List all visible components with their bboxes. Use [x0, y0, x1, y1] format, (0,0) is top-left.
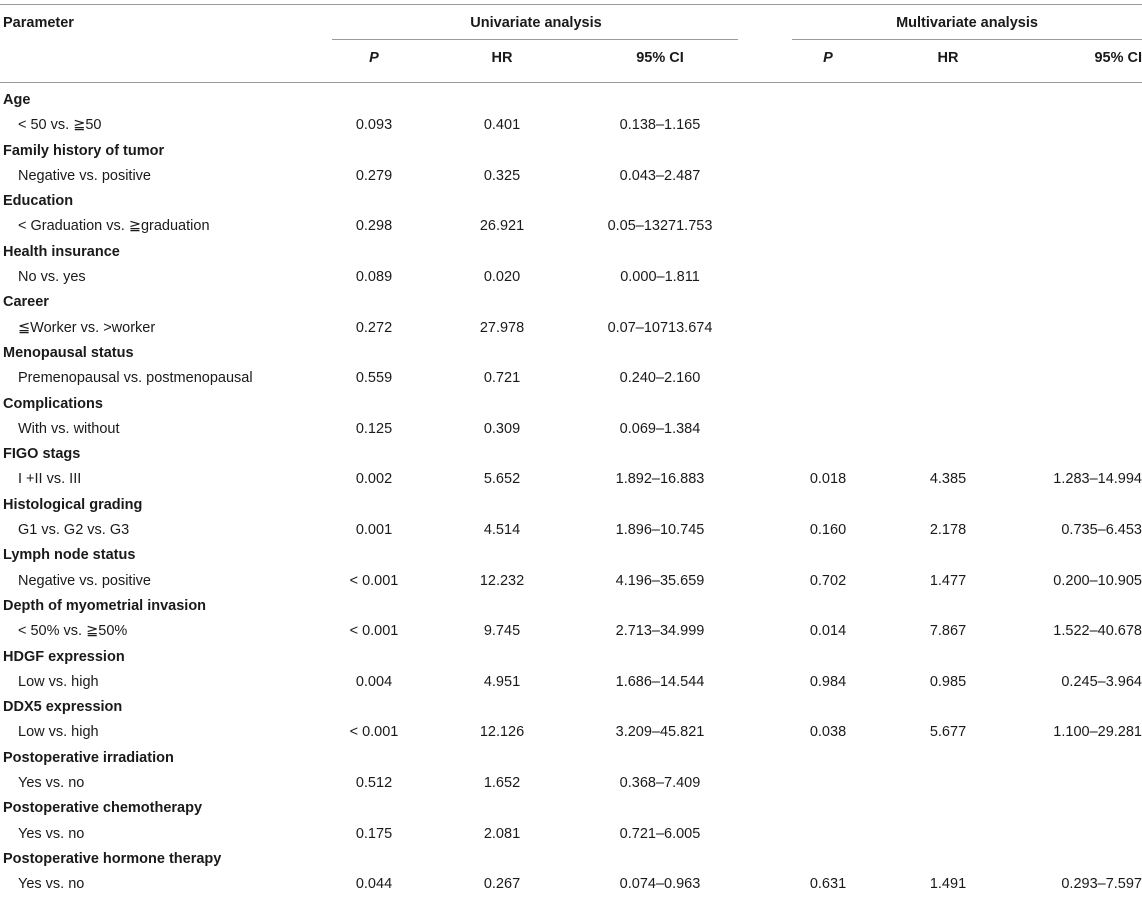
row-label: < 50 vs. ≧50	[18, 117, 102, 134]
cell-ci-uni: 2.713–34.999	[615, 623, 705, 640]
cell-hr-multi: 1.491	[929, 876, 967, 893]
header-univariate: Univariate analysis	[470, 15, 602, 31]
row-label: No vs. yes	[18, 269, 86, 286]
header-col-hr-uni: HR	[491, 50, 513, 66]
cell-hr-multi: 0.985	[929, 673, 967, 690]
cell-ci-multi: 0.245–3.964	[1061, 673, 1142, 690]
row-label: With vs. without	[18, 420, 120, 437]
row-label: ≦Worker vs. >worker	[18, 319, 156, 336]
row-label: I +II vs. III	[18, 471, 82, 488]
header-col-ci-uni: 95% CI	[636, 50, 684, 66]
cell-ci-multi: 1.100–29.281	[1053, 724, 1142, 741]
category-heading: Complications	[3, 395, 103, 412]
cell-hr-uni: 0.325	[483, 167, 521, 184]
category-heading: Histological grading	[3, 496, 143, 513]
category-heading: Career	[3, 294, 49, 311]
multivariate-span-rule	[792, 39, 1142, 40]
top-rule	[0, 4, 1142, 5]
cell-p-uni: 0.272	[355, 319, 393, 336]
cell-hr-uni: 4.514	[483, 522, 521, 539]
category-heading: Education	[3, 193, 74, 210]
row-label: < 50% vs. ≧50%	[18, 623, 128, 640]
table-row	[0, 417, 1142, 442]
cell-hr-uni: 9.745	[483, 623, 521, 640]
table-row	[0, 670, 1142, 695]
cell-hr-multi: 4.385	[929, 471, 967, 488]
row-label: < Graduation vs. ≧graduation	[18, 218, 210, 235]
cell-p-multi: 0.018	[809, 471, 847, 488]
category-heading: Depth of myometrial invasion	[3, 597, 207, 614]
table-row	[0, 214, 1142, 239]
cell-ci-uni: 0.368–7.409	[619, 775, 701, 792]
cell-ci-uni: 0.07–10713.674	[607, 319, 713, 336]
category-heading: Family history of tumor	[3, 142, 165, 159]
row-label: Low vs. high	[18, 724, 99, 741]
table-row	[0, 265, 1142, 290]
cell-p-multi: 0.984	[809, 673, 847, 690]
table-row	[0, 518, 1142, 543]
cell-ci-uni: 0.721–6.005	[619, 825, 701, 842]
table-row	[0, 569, 1142, 594]
category-heading: HDGF expression	[3, 648, 125, 665]
cell-p-uni: < 0.001	[349, 724, 399, 741]
cell-ci-multi: 0.200–10.905	[1053, 572, 1142, 589]
cell-hr-uni: 4.951	[483, 673, 521, 690]
table-row	[0, 771, 1142, 796]
cell-p-uni: 0.298	[355, 218, 393, 235]
header-col-p-uni: P	[369, 50, 379, 66]
cell-ci-multi: 0.735–6.453	[1061, 522, 1142, 539]
cell-p-uni: 0.559	[355, 370, 393, 387]
row-label: Yes vs. no	[18, 775, 85, 792]
category-heading: DDX5 expression	[3, 699, 123, 716]
cell-hr-multi: 5.677	[929, 724, 967, 741]
table-row	[0, 872, 1142, 897]
cell-p-uni: 0.279	[355, 167, 393, 184]
cell-ci-uni: 0.069–1.384	[619, 420, 701, 437]
row-label: Yes vs. no	[18, 876, 85, 893]
cell-p-uni: 0.004	[355, 673, 393, 690]
category-heading: Menopausal status	[3, 344, 134, 361]
cell-p-uni: 0.002	[355, 471, 393, 488]
cell-p-multi: 0.160	[809, 522, 847, 539]
cell-p-uni: 0.089	[355, 269, 393, 286]
cell-p-uni: 0.044	[355, 876, 393, 893]
cell-ci-uni: 1.892–16.883	[615, 471, 705, 488]
category-heading: Postoperative chemotherapy	[3, 800, 203, 817]
category-heading: Lymph node status	[3, 547, 136, 564]
category-heading: Postoperative hormone therapy	[3, 850, 222, 867]
header-col-ci-multi: 95% CI	[1094, 50, 1142, 66]
cell-ci-uni: 1.686–14.544	[615, 673, 705, 690]
cell-ci-uni: 0.043–2.487	[619, 167, 701, 184]
row-label: Premenopausal vs. postmenopausal	[18, 370, 253, 387]
table-body	[0, 88, 1142, 898]
cell-ci-uni: 0.240–2.160	[619, 370, 701, 387]
cell-ci-uni: 3.209–45.821	[615, 724, 705, 741]
row-label: Negative vs. positive	[18, 167, 151, 184]
cell-ci-uni: 0.074–0.963	[619, 876, 701, 893]
row-label: G1 vs. G2 vs. G3	[18, 522, 130, 539]
header-parameter: Parameter	[3, 15, 74, 31]
cell-hr-uni: 26.921	[479, 218, 525, 235]
row-label: Low vs. high	[18, 673, 99, 690]
row-label: Yes vs. no	[18, 825, 85, 842]
cell-hr-uni: 1.652	[483, 775, 521, 792]
cell-ci-uni: 4.196–35.659	[615, 572, 705, 589]
header-rule	[0, 82, 1142, 83]
cell-hr-uni: 5.652	[483, 471, 521, 488]
cell-p-uni: 0.175	[355, 825, 393, 842]
cell-hr-uni: 0.309	[483, 420, 521, 437]
cell-ci-multi: 1.522–40.678	[1053, 623, 1142, 640]
cell-hr-multi: 1.477	[929, 572, 967, 589]
category-heading: FIGO stags	[3, 446, 81, 463]
cell-hr-uni: 12.126	[479, 724, 525, 741]
table-row	[0, 113, 1142, 138]
table-row	[0, 822, 1142, 847]
cell-ci-uni: 0.000–1.811	[620, 269, 700, 286]
table-row	[0, 316, 1142, 341]
table-row	[0, 366, 1142, 391]
univariate-span-rule	[332, 39, 738, 40]
cell-p-uni: < 0.001	[349, 623, 399, 640]
cell-hr-uni: 2.081	[483, 825, 521, 842]
cell-p-uni: 0.512	[355, 775, 393, 792]
cell-hr-multi: 2.178	[929, 522, 967, 539]
header-col-hr-multi: HR	[937, 50, 959, 66]
cell-hr-uni: 27.978	[479, 319, 525, 336]
table-row	[0, 619, 1142, 644]
cell-hr-uni: 0.401	[483, 117, 521, 134]
table-row	[0, 467, 1142, 492]
cell-ci-uni: 0.138–1.165	[619, 117, 701, 134]
table-row	[0, 164, 1142, 189]
cell-p-multi: 0.038	[809, 724, 847, 741]
cell-ci-uni: 1.896–10.745	[615, 522, 705, 539]
category-heading: Postoperative irradiation	[3, 749, 174, 766]
row-label: Negative vs. positive	[18, 572, 151, 589]
cell-hr-uni: 0.020	[483, 269, 521, 286]
cell-p-uni: < 0.001	[349, 572, 399, 589]
cell-hr-uni: 0.267	[483, 876, 521, 893]
cell-ci-uni: 0.05–13271.753	[607, 218, 713, 235]
header-col-p-multi: P	[823, 50, 833, 66]
cell-hr-uni: 12.232	[479, 572, 525, 589]
cell-p-multi: 0.702	[809, 572, 847, 589]
cell-hr-multi: 7.867	[929, 623, 967, 640]
cell-ci-multi: 0.293–7.597	[1061, 876, 1142, 893]
cell-p-uni: 0.001	[355, 522, 393, 539]
cell-p-uni: 0.093	[355, 117, 393, 134]
cell-hr-uni: 0.721	[483, 370, 521, 387]
cell-ci-multi: 1.283–14.994	[1053, 471, 1142, 488]
category-heading: Age	[3, 92, 31, 108]
cell-p-uni: 0.125	[355, 420, 393, 437]
cell-p-multi: 0.631	[809, 876, 847, 893]
cell-p-multi: 0.014	[809, 623, 847, 640]
table-row	[0, 720, 1142, 745]
header-multivariate: Multivariate analysis	[896, 15, 1038, 31]
category-heading: Health insurance	[3, 243, 120, 260]
